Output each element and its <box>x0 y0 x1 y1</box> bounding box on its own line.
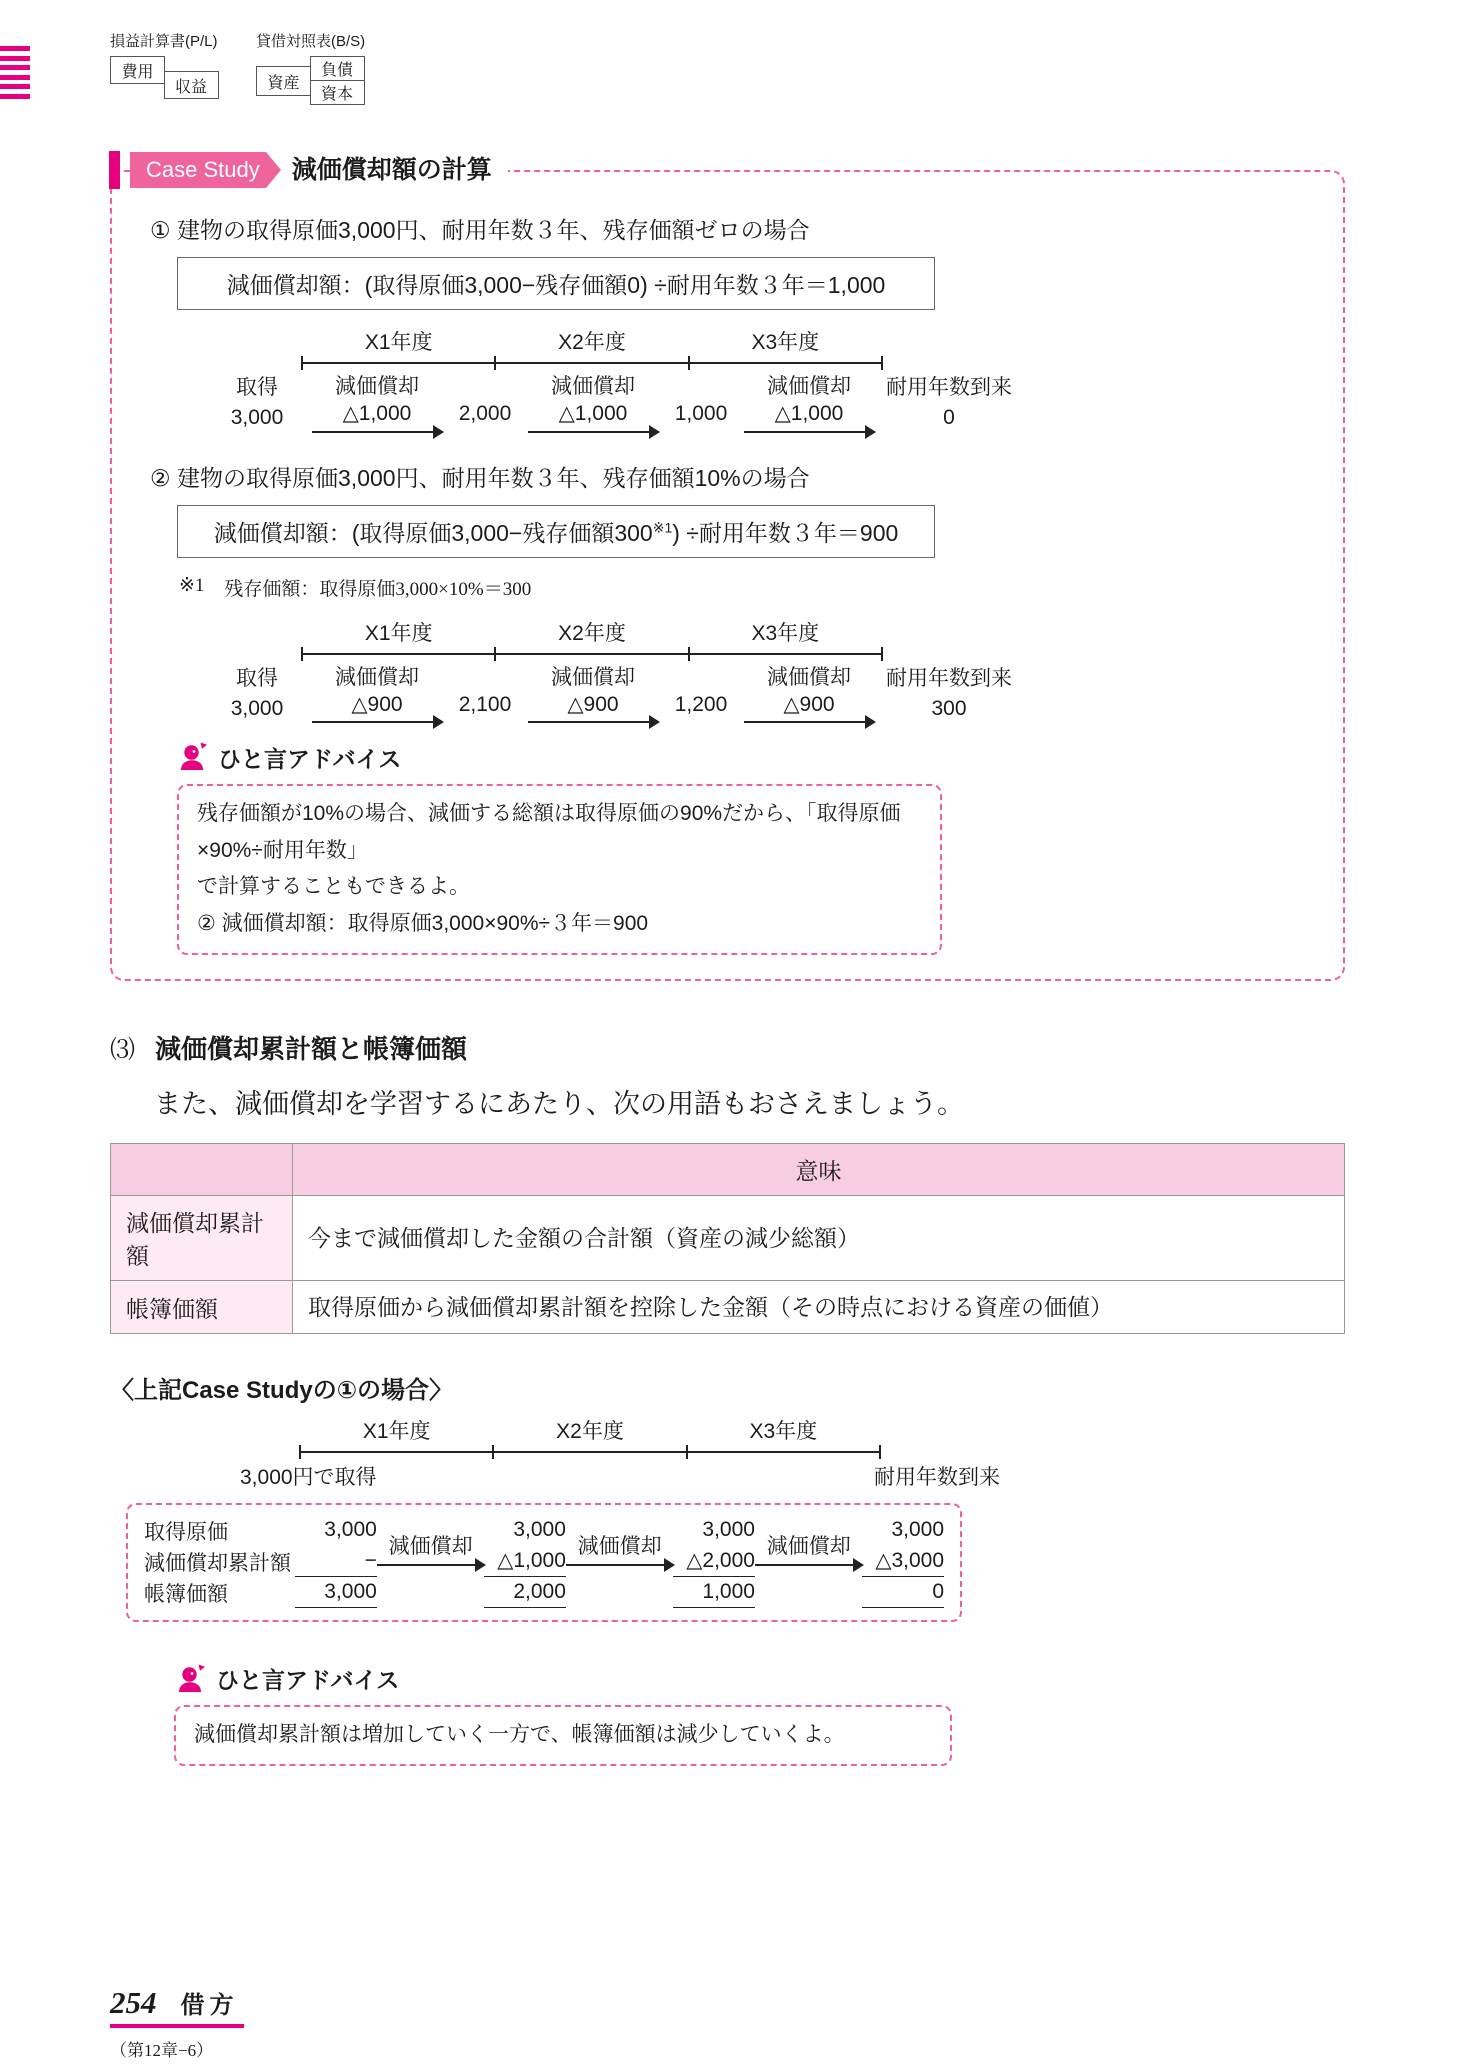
footer-row <box>110 1985 244 2021</box>
carrying-value: 2,000 <box>458 402 512 425</box>
case-study-box <box>110 156 1345 981</box>
depreciation-amount: △900 <box>567 693 619 717</box>
advisor-icon <box>174 1663 206 1695</box>
depreciation-label: 減価償却 <box>335 665 419 689</box>
depreciation-label: 減価償却 <box>388 1535 473 1559</box>
page-number: 254 <box>110 1985 157 2020</box>
advice-line: 残存価額が10%の場合、減価する総額は取得原価の90%だから、「取得原価×90%÷耐用年数」 <box>197 801 901 862</box>
bs-equity-cell: 資本 <box>310 80 365 105</box>
case-study-title: 減価償却額の計算 <box>266 151 508 189</box>
footnote <box>179 574 1325 601</box>
end-value: 0 <box>943 406 955 430</box>
book-value: 0 <box>862 1577 944 1608</box>
start-label: 取得 <box>236 376 278 399</box>
accumulated-value: △1,000 <box>484 1546 566 1577</box>
brand-stripes-icon <box>0 46 30 103</box>
timeline-end <box>884 373 1014 434</box>
right-arrow-icon <box>566 1564 673 1566</box>
example-heading: 〈上記Case Studyの①の場合〉 <box>110 1377 454 1405</box>
pl-revenue-cell: 収益 <box>164 71 219 99</box>
depreciation-step <box>518 373 668 433</box>
section3-heading <box>110 1029 1345 1066</box>
timeline-axis <box>300 1451 880 1453</box>
timeline-year-labels <box>302 326 882 362</box>
case1-timeline <box>212 326 1325 434</box>
timeline-caption-row <box>240 1453 1345 1491</box>
right-arrow-icon <box>755 1564 862 1566</box>
year-label: X2年度 <box>558 621 626 645</box>
timeline-axis <box>302 362 882 364</box>
depreciation-step <box>566 1515 673 1608</box>
pl-account <box>110 30 220 112</box>
depreciation-label: 減価償却 <box>767 665 851 689</box>
book-value: 2,000 <box>484 1577 566 1608</box>
case1-formula: 減価償却額：(取得原価3,000−残存価額0) ÷耐用年数３年＝1,000 <box>177 257 935 310</box>
right-arrow-icon <box>744 431 874 433</box>
timeline-values <box>212 373 1325 434</box>
bs-account <box>256 30 366 112</box>
depreciation-label: 減価償却 <box>551 375 635 398</box>
advice-heading-label: ひと言アドバイス <box>216 1667 400 1694</box>
end-label: 耐用年数到来 <box>886 666 1012 690</box>
grid-row-labels <box>144 1515 295 1608</box>
right-arrow-icon <box>377 1564 484 1566</box>
bs-liabilities-cell: 負債 <box>310 56 365 81</box>
depreciation-label: 減価償却 <box>577 1535 662 1559</box>
year-label: X3年度 <box>749 1420 818 1444</box>
table-header-row <box>111 1143 1345 1195</box>
mini-accounts-header <box>110 0 1345 112</box>
formula-main: 減価償却額：(取得原価3,000−残存価額300 <box>213 519 653 546</box>
bs-account-title: 貸借対照表(B/S) <box>256 33 366 50</box>
depreciation-step <box>734 373 884 433</box>
carrying-value: 1,200 <box>674 692 728 716</box>
timeline-start <box>212 664 302 725</box>
right-arrow-icon <box>528 431 658 433</box>
advice-line: 減価償却累計額は増加していく一方で、帳簿価額は減少していくよ。 <box>194 1723 845 1747</box>
book-value: 3,000 <box>295 1577 377 1608</box>
footnote-text: 残存価額：取得原価3,000×10%＝300 <box>224 578 532 600</box>
depreciation-step <box>518 664 668 724</box>
case-study-header <box>109 151 508 189</box>
depreciation-step <box>302 664 452 724</box>
year-label: X2年度 <box>558 331 626 354</box>
advice-heading-label: ひと言アドバイス <box>218 745 402 772</box>
advice-line: で計算することもできるよ。 <box>197 875 470 899</box>
acquisition-label: 3,000円で取得 <box>240 1466 377 1490</box>
row-label-accumulated: 減価償却累計額 <box>144 1551 291 1575</box>
bs-assets-cell: 資産 <box>256 66 311 96</box>
page-keyword: 借方 <box>180 1992 239 2019</box>
meaning-cell: 取得原価から減価償却累計額を控除した金額（その時点における資産の価値） <box>293 1280 1345 1334</box>
footer-accent-rule <box>110 2024 244 2028</box>
year-label: X3年度 <box>751 331 820 354</box>
timeline-year-labels <box>300 1415 880 1451</box>
advice-line: ② 減価償却額：取得原価3,000×90%÷３年＝900 <box>197 912 649 935</box>
carrying-value: 1,000 <box>674 402 728 425</box>
advice-box <box>174 1705 952 1766</box>
advice-heading <box>176 741 1325 774</box>
depreciation-step <box>755 1515 862 1608</box>
year-column <box>295 1515 377 1608</box>
year-label: X1年度 <box>362 1420 431 1444</box>
end-value: 300 <box>931 697 967 721</box>
carrying-value: 2,100 <box>458 692 512 716</box>
depreciation-label: 減価償却 <box>335 375 419 398</box>
advisor-icon <box>176 741 208 773</box>
year-column <box>484 1515 566 1608</box>
pl-account-diagram <box>110 56 220 112</box>
accumulated-value: △3,000 <box>862 1546 944 1577</box>
year-column <box>673 1515 755 1608</box>
depreciation-amount: △1,000 <box>774 402 844 426</box>
table-row <box>111 1280 1345 1334</box>
term-cell: 帳簿価額 <box>111 1280 293 1334</box>
timeline-axis <box>302 653 882 655</box>
right-arrow-icon <box>528 721 658 723</box>
meaning-cell: 今まで減価償却した金額の合計額（資産の減少総額） <box>293 1195 1345 1280</box>
meaning-header-cell: 意味 <box>293 1143 1345 1195</box>
right-arrow-icon <box>312 431 442 433</box>
term-cell: 減価償却累計額 <box>111 1195 293 1280</box>
formula-tail: ) ÷耐用年数３年＝900 <box>672 519 899 546</box>
cost-value: 3,000 <box>891 1518 945 1542</box>
cost-value: 3,000 <box>702 1518 755 1542</box>
terms-table <box>110 1143 1345 1335</box>
section3-intro: また、減価償却を学習するにあたり、次の用語もおさえましょう。 <box>154 1088 964 1119</box>
footnote-mark: ※1 <box>179 574 205 596</box>
case2-formula <box>177 505 935 558</box>
cost-value: 3,000 <box>513 1518 566 1542</box>
case2-timeline <box>212 617 1325 725</box>
timeline-end <box>884 664 1014 725</box>
section-title: 減価償却累計額と帳簿価額 <box>155 1033 468 1064</box>
depreciation-amount: △900 <box>351 693 403 717</box>
cost-value: 3,000 <box>324 1518 377 1542</box>
bs-account-diagram <box>256 56 366 112</box>
depreciation-amount: △1,000 <box>558 402 628 426</box>
case1-heading: ① 建物の取得原価3,000円、耐用年数３年、残存価額ゼロの場合 <box>150 217 810 243</box>
right-arrow-icon <box>744 721 874 723</box>
depreciation-step <box>734 664 884 724</box>
depreciation-label: 減価償却 <box>767 375 851 398</box>
right-arrow-icon <box>312 721 442 723</box>
book-value-grid-box <box>126 1503 962 1622</box>
row-label-cost: 取得原価 <box>144 1520 228 1544</box>
timeline-values <box>212 664 1325 725</box>
year-label: X1年度 <box>364 331 433 354</box>
advice-heading <box>174 1662 1345 1695</box>
start-value: 3,000 <box>230 406 284 430</box>
advice-box <box>177 784 942 955</box>
example-timeline <box>210 1415 1345 1491</box>
page-footer <box>110 1985 244 2061</box>
depreciation-amount: △900 <box>783 693 835 717</box>
case-study-tag: Case Study <box>130 152 266 188</box>
row-label-book-value: 帳簿価額 <box>144 1582 228 1606</box>
start-value: 3,000 <box>230 697 284 721</box>
depreciation-label: 減価償却 <box>551 665 635 689</box>
year-label: X3年度 <box>751 621 820 645</box>
end-label: 耐用年数到来 <box>886 376 1012 399</box>
depreciation-amount: △1,000 <box>342 402 412 426</box>
timeline-year-labels <box>302 617 882 653</box>
accumulated-value: − <box>295 1546 377 1577</box>
accent-bar <box>109 151 120 189</box>
table-row <box>111 1195 1345 1280</box>
case2-heading: ② 建物の取得原価3,000円、耐用年数３年、残存価額10%の場合 <box>150 464 810 491</box>
depreciation-step <box>377 1515 484 1608</box>
term-header-cell <box>111 1143 293 1195</box>
start-label: 取得 <box>236 666 278 690</box>
depreciation-step <box>302 373 452 433</box>
section-number: ⑶ <box>110 1035 136 1064</box>
depreciation-label: 減価償却 <box>766 1535 851 1559</box>
end-of-life-label: 耐用年数到来 <box>874 1466 1000 1490</box>
timeline-start <box>212 373 302 434</box>
accumulated-value: △2,000 <box>673 1546 755 1577</box>
year-label: X2年度 <box>556 1420 624 1444</box>
year-column <box>862 1515 944 1608</box>
pl-expense-cell: 費用 <box>110 56 165 84</box>
year-label: X1年度 <box>364 621 433 645</box>
pl-account-title: 損益計算書(P/L) <box>110 33 218 50</box>
book-value-grid <box>144 1515 944 1608</box>
chapter-reference: （第12章−6） <box>110 2041 214 2060</box>
formula-footnote-ref: ※1 <box>652 519 673 536</box>
book-value: 1,000 <box>673 1577 755 1608</box>
